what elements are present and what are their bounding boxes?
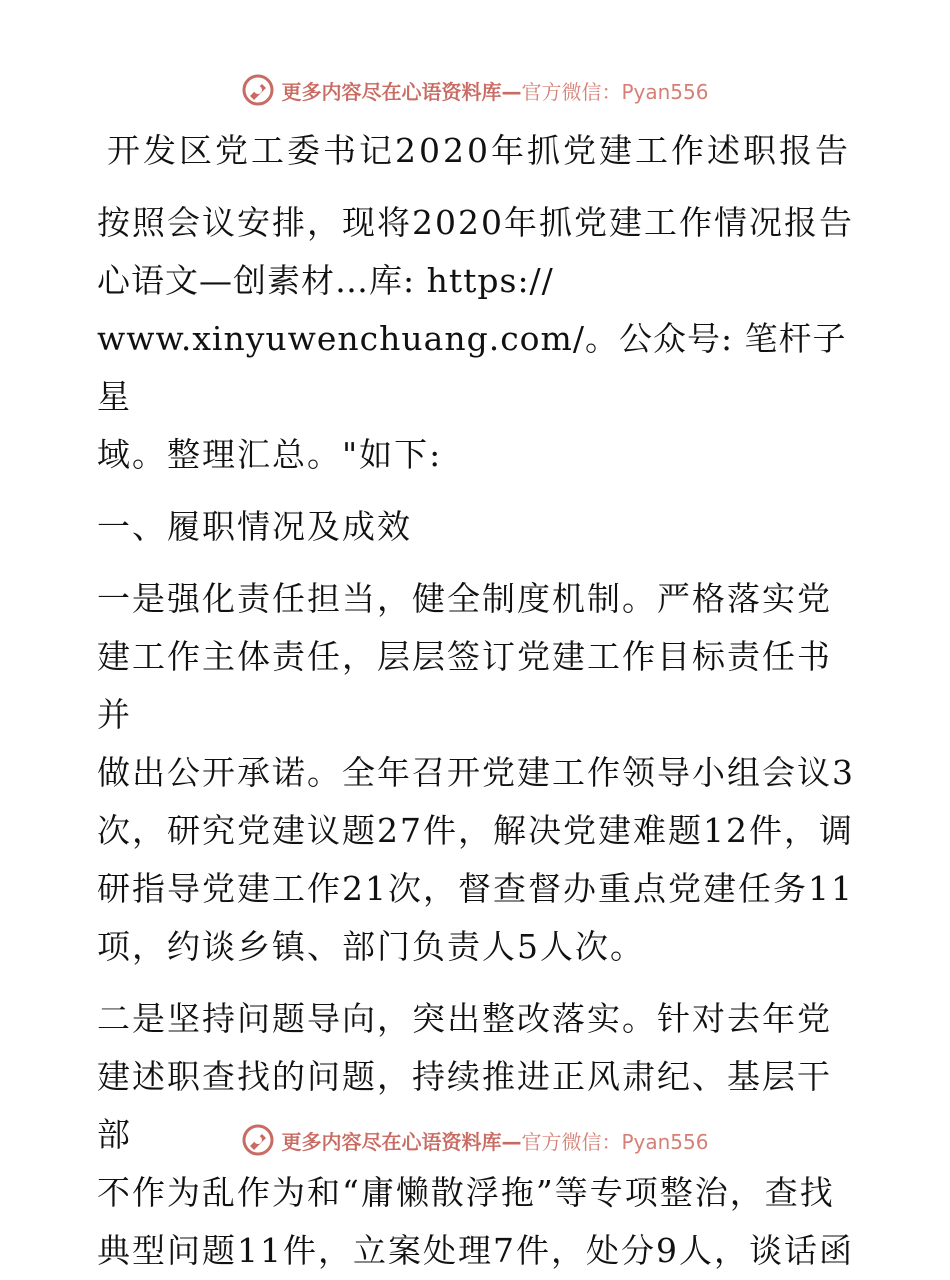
footer-watermark-banner [0, 1120, 950, 1160]
paragraph-2-line-1: 二是坚持问题导向，突出整改落实。针对去年党 [97, 999, 832, 1038]
bookmark-logo-icon [241, 73, 275, 107]
document-body [97, 122, 857, 1280]
intro-line-1: 按照会议安排，现将2020年抓党建工作情况报告 [97, 203, 854, 242]
paragraph-1-line-1: 一是强化责任担当，健全制度机制。严格落实党 [97, 579, 832, 618]
intro-line-3: www.xinyuwenchuang.com/。公众号: 笔杆子星 [97, 319, 847, 416]
paragraph-2-line-2: 建述职查找的问题，持续推进正风肃纪、基层干部 [97, 1057, 832, 1154]
intro-line-4: 域。整理汇总。"如下: [97, 435, 443, 474]
paragraph-1-line-5: 研指导党建工作21次，督查督办重点党建任务11 [97, 869, 854, 908]
intro-line-2: 心语文—创素材…库: https:// [97, 261, 554, 300]
footer-banner-left-text: 更多内容尽在心语资料库— [281, 1129, 522, 1154]
header-banner-left-text: 更多内容尽在心语资料库— [281, 79, 522, 104]
paragraph-1-line-6: 项，约谈乡镇、部门负责人5人次。 [97, 927, 645, 966]
paragraph-1-line-3: 做出公开承诺。全年召开党建工作领导小组会议3 [97, 753, 855, 792]
header-banner-right-text: 官方微信：Pyan556 [521, 79, 709, 104]
paragraph-1-line-2: 建工作主体责任，层层签订党建工作目标责任书并 [97, 637, 832, 734]
footer-banner-right-text: 官方微信：Pyan556 [521, 1129, 709, 1154]
header-watermark-banner [0, 70, 950, 110]
paragraph-2-line-3: 不作为乱作为和“庸懒散浮拖”等专项整治，查找 [97, 1173, 835, 1212]
paragraph-1-line-4: 次，研究党建议题27件，解决党建难题12件，调 [97, 811, 854, 850]
document-title: 开发区党工委书记2020年抓党建工作述职报告 [107, 131, 851, 170]
paragraph-2-line-4: 典型问题11件，立案处理7件，处分9人，谈话函 [97, 1231, 854, 1270]
bookmark-logo-icon [241, 1123, 275, 1157]
section-heading: 一、履职情况及成效 [97, 507, 412, 546]
